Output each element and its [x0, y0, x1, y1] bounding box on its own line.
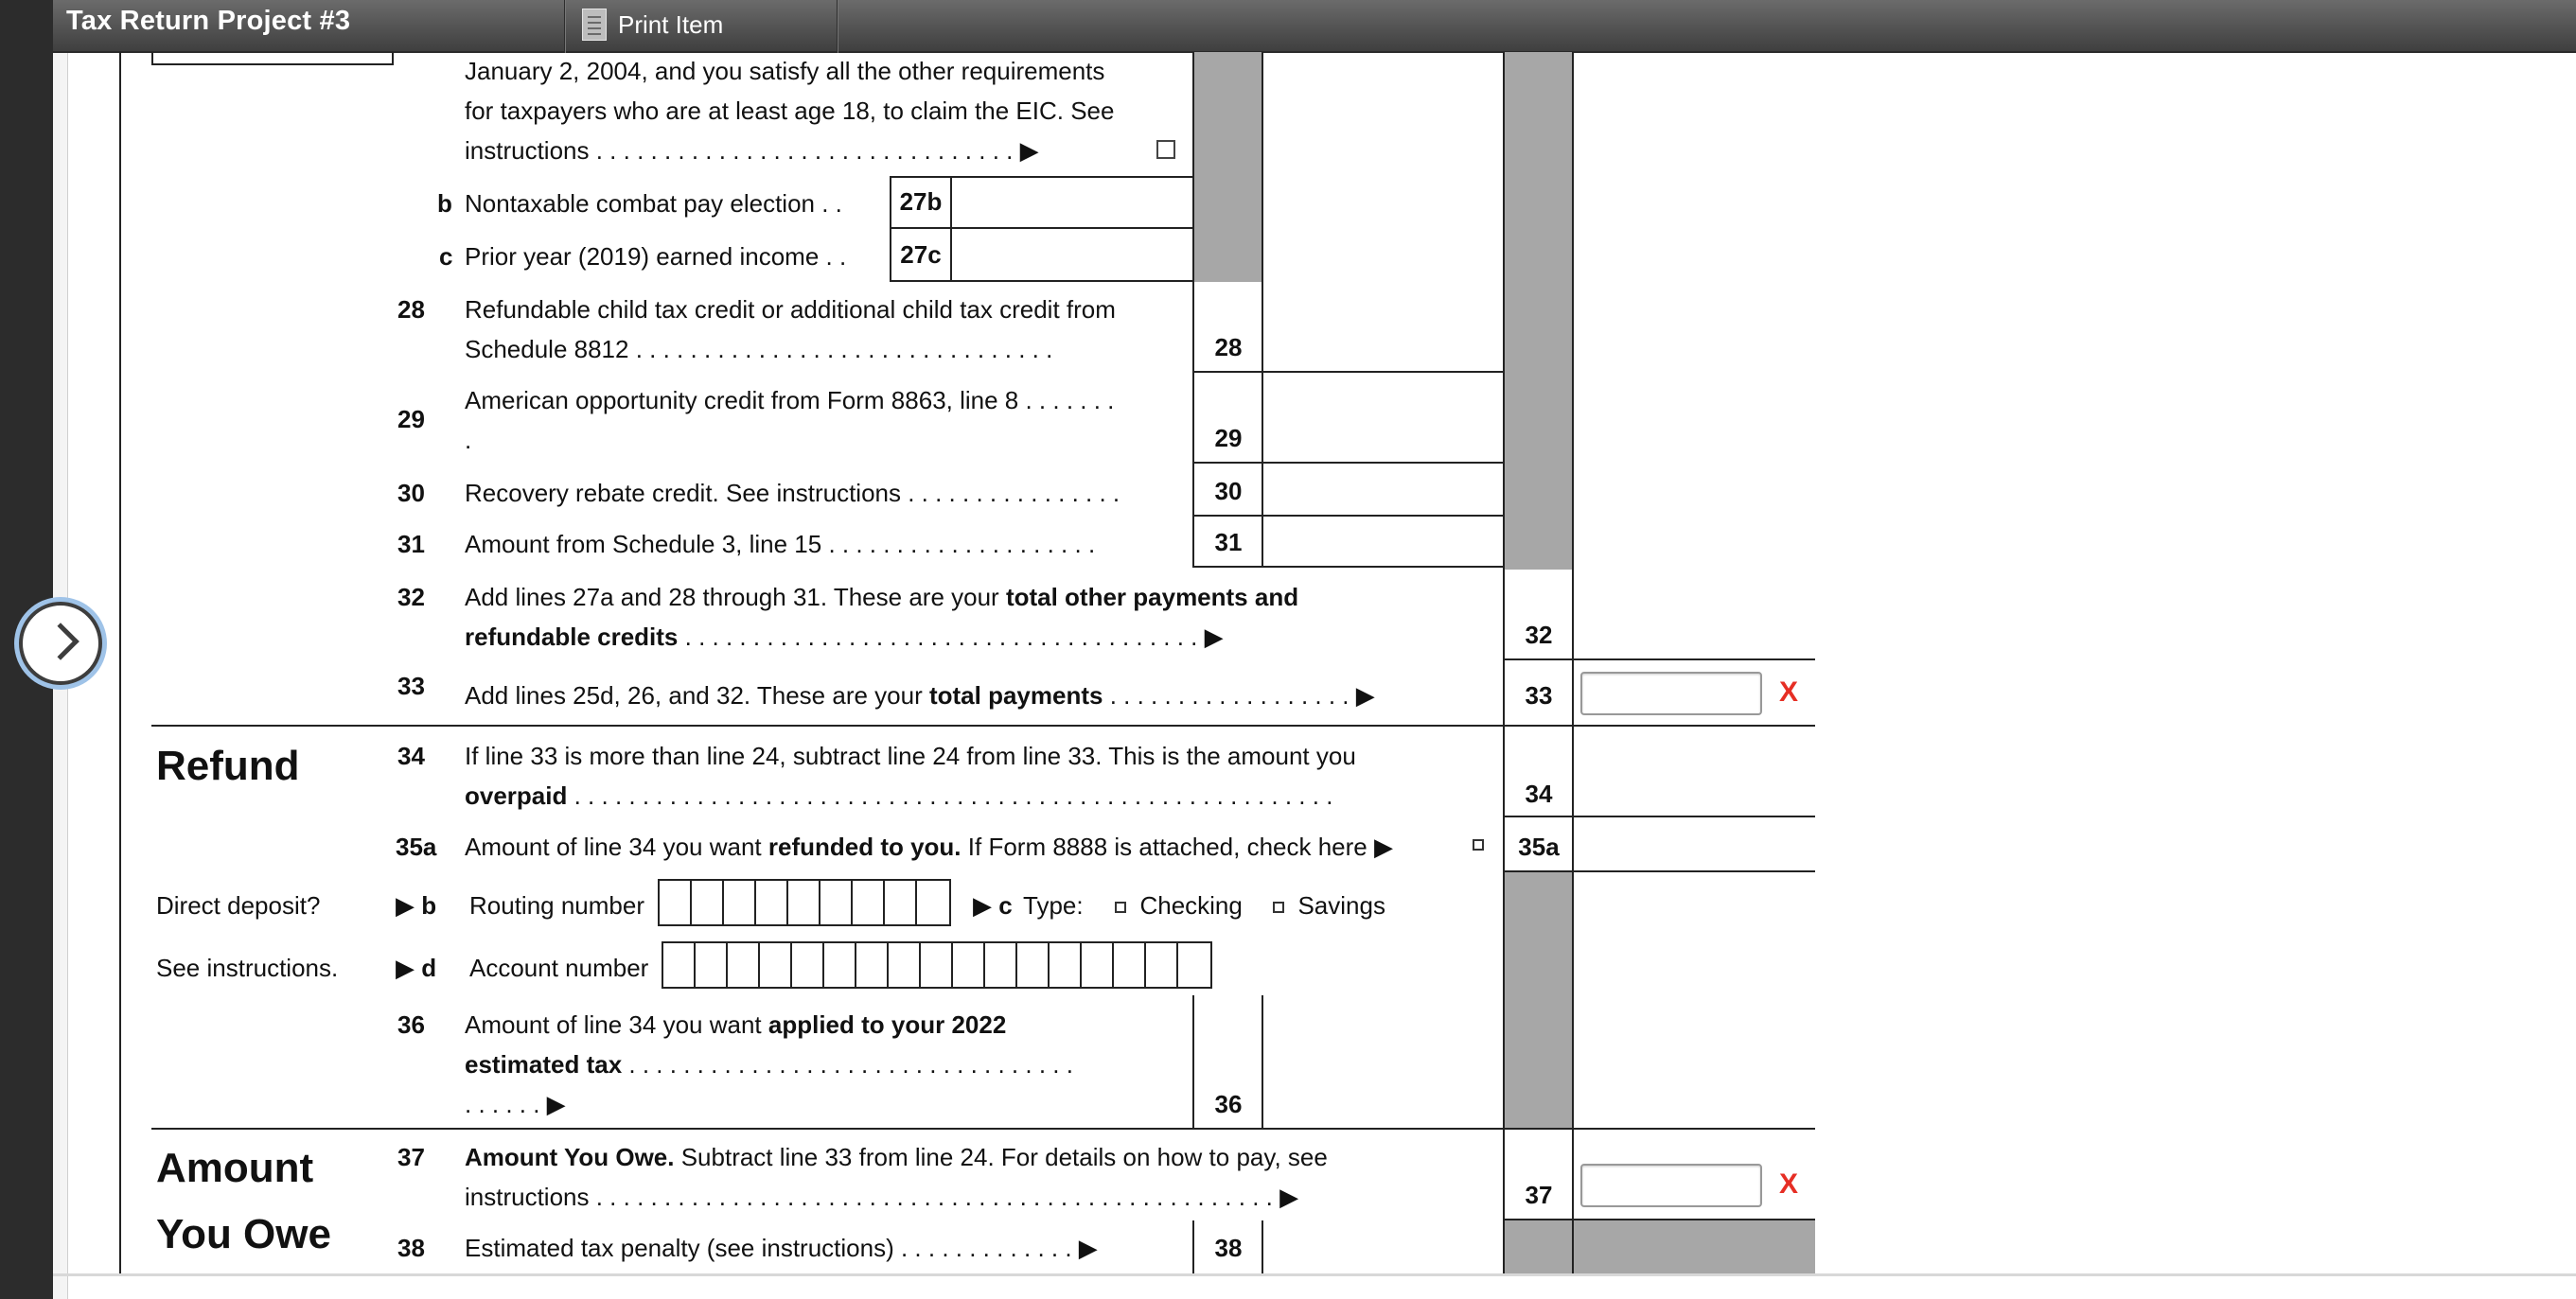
chevron-right-icon — [42, 623, 79, 660]
line-38-input[interactable] — [1264, 1222, 1501, 1272]
line-27a-checkbox[interactable] — [1156, 140, 1175, 159]
amount-you-owe-heading: You Owe — [156, 1211, 331, 1257]
line-35a-input[interactable] — [1575, 819, 1811, 869]
line-32-label: 32 — [1525, 621, 1553, 649]
line-27c-text: Prior year (2019) earned income . . — [465, 242, 847, 271]
line-35a-text: Amount of line 34 you want refunded to you. If Form 8888 is attached, check here ▶ — [465, 833, 1393, 861]
column-line — [1262, 52, 1263, 568]
line-34-number: 34 — [397, 742, 425, 770]
line-29-number: 29 — [397, 405, 425, 433]
column-line — [950, 176, 952, 282]
line-37-text: instructions . . . . . . . . . . . . . . . . . . . . . . . . . . . . . . . . . . . . . . . . . . . . . . . . . . ▶ — [465, 1183, 1299, 1211]
line-32-input[interactable] — [1575, 571, 1811, 657]
column-line — [1192, 1220, 1194, 1273]
line-27b-letter: b — [437, 189, 452, 218]
line-31-text: Amount from Schedule 3, line 15 . . . . . . . . . . . . . . . . . . . . — [465, 530, 1096, 558]
print-item-button[interactable] — [573, 4, 732, 45]
line-37-number: 37 — [397, 1143, 425, 1171]
line-27b-input[interactable] — [954, 180, 1191, 225]
app-title: Tax Return Project #3 — [66, 6, 351, 36]
column-line — [1503, 52, 1505, 1273]
line-36-text: . . . . . . ▶ — [465, 1090, 566, 1118]
routing-number-label: Routing number — [469, 891, 644, 920]
line-30-number: 30 — [397, 479, 425, 507]
account-number-label: Account number — [469, 954, 649, 982]
line-34-text: If line 33 is more than line 24, subtract line 24 from line 33. This is the amount you — [465, 742, 1356, 770]
line-29-text: American opportunity credit from Form 8863, line 8 . . . . . . . — [465, 386, 1115, 414]
line-27b-text: Nontaxable combat pay election . . — [465, 189, 842, 218]
line-33-input[interactable] — [1580, 672, 1762, 715]
expand-panel-button[interactable] — [19, 602, 102, 685]
line-33-label: 33 — [1525, 681, 1553, 710]
line-27a-text: instructions . . . . . . . . . . . . . . . . . . . . . . . . . . . . . . . ▶ — [465, 136, 1039, 165]
row-line — [1503, 816, 1815, 817]
print-item-label: Print Item — [618, 9, 724, 39]
error-x-icon: X — [1779, 676, 1799, 708]
line-27c-input[interactable] — [954, 231, 1191, 278]
line-34-label: 34 — [1525, 780, 1553, 808]
line-32-number: 32 — [397, 583, 425, 611]
line-37-input[interactable] — [1580, 1164, 1762, 1207]
column-line — [1262, 995, 1263, 1130]
line-32-text: Add lines 27a and 28 through 31. These are your total other payments and — [465, 583, 1299, 611]
account-marker: ▶ d — [396, 954, 437, 982]
line-32-text: refundable credits . . . . . . . . . . . . . . . . . . . . . . . . . . . . . . . . . . . . . . ▶ — [465, 623, 1224, 651]
direct-deposit-label: Direct deposit? — [156, 891, 321, 920]
line-36-text: Amount of line 34 you want applied to your 2022 — [465, 1010, 1007, 1039]
row-line — [1503, 870, 1815, 872]
line-33-number: 33 — [397, 672, 425, 700]
row-line — [890, 227, 1194, 229]
line-36-number: 36 — [397, 1010, 425, 1039]
bottom-edge — [53, 1273, 2576, 1276]
column-line — [1572, 52, 1574, 1273]
account-type-label: Type: — [1023, 891, 1084, 920]
shaded-cell — [1194, 52, 1262, 282]
line-31-input[interactable] — [1264, 518, 1501, 564]
line-28-text: Schedule 8812 . . . . . . . . . . . . . . . . . . . . . . . . . . . . . . . — [465, 335, 1053, 363]
routing-number-input[interactable] — [658, 879, 951, 926]
line-29-input[interactable] — [1264, 375, 1501, 460]
amount-you-owe-heading: Amount — [156, 1145, 314, 1191]
line-28-label: 28 — [1214, 333, 1243, 361]
line-31-label: 31 — [1214, 528, 1243, 556]
account-number-input[interactable] — [662, 941, 1212, 989]
line-31-number: 31 — [397, 530, 425, 558]
form-8888-checkbox[interactable] — [1473, 836, 1484, 853]
top-toolbar — [53, 0, 2576, 53]
line-27a-text: January 2, 2004, and you satisfy all the other requirements — [465, 57, 1105, 85]
toolbar-divider — [837, 0, 838, 53]
error-x-icon: X — [1779, 1168, 1799, 1200]
line-37-label: 37 — [1525, 1181, 1553, 1209]
line-29-label: 29 — [1214, 424, 1243, 452]
line-34-text: overpaid . . . . . . . . . . . . . . . . . . . . . . . . . . . . . . . . . . . . . . . . . . . . . . . . . . . . . . . . — [465, 781, 1333, 810]
line-38-text: Estimated tax penalty (see instructions) . . . . . . . . . . . . . ▶ — [465, 1234, 1098, 1262]
line-36-input[interactable] — [1264, 997, 1501, 1126]
row-line — [1192, 462, 1505, 464]
line-36-label: 36 — [1214, 1090, 1243, 1118]
form-left-border — [119, 52, 121, 1273]
line-28-number: 28 — [397, 295, 425, 324]
shaded-cell — [1505, 872, 1573, 1130]
line-28-input[interactable] — [1264, 284, 1501, 369]
account-type-marker: ▶ c — [973, 891, 1013, 920]
line-30-text: Recovery rebate credit. See instructions . . . . . . . . . . . . . . . . — [465, 479, 1120, 507]
row-line — [1503, 1219, 1815, 1220]
routing-marker: ▶ b — [396, 891, 437, 920]
line-38-number: 38 — [397, 1234, 425, 1262]
toolbar-divider — [564, 0, 566, 53]
shaded-cell — [1505, 52, 1573, 570]
column-line — [1192, 52, 1194, 568]
row-line — [1192, 371, 1505, 373]
line-35a-number: 35a — [396, 833, 437, 861]
line-37-text: Amount You Owe. Subtract line 33 from line 24. For details on how to pay, see — [465, 1143, 1328, 1171]
line-30-input[interactable] — [1264, 465, 1501, 513]
column-line — [1262, 1220, 1263, 1273]
savings-option[interactable]: Savings — [1273, 891, 1385, 921]
row-line — [1192, 566, 1505, 568]
line-30-label: 30 — [1214, 477, 1243, 505]
line-35a-label: 35a — [1518, 833, 1560, 861]
shaded-cell — [1505, 1220, 1815, 1273]
line-27b-label: 27b — [899, 187, 943, 216]
row-line — [1192, 515, 1505, 517]
refund-heading: Refund — [156, 743, 300, 789]
savings-checkbox[interactable] — [1273, 902, 1284, 913]
previous-field-box — [151, 52, 394, 65]
see-instructions-label: See instructions. — [156, 954, 339, 982]
line-27c-letter: c — [439, 242, 453, 271]
row-line — [1503, 658, 1815, 660]
section-line — [151, 725, 1815, 727]
line-29-text: . — [465, 426, 472, 454]
line-28-text: Refundable child tax credit or additional child tax credit from — [465, 295, 1116, 324]
column-line — [1192, 995, 1194, 1130]
line-33-text: Add lines 25d, 26, and 32. These are your total payments . . . . . . . . . . . . . . . . . . ▶ — [465, 681, 1375, 710]
checking-option[interactable]: Checking — [1115, 891, 1243, 921]
section-line — [151, 1128, 1815, 1130]
line-34-input[interactable] — [1575, 728, 1811, 814]
line-27a-text: for taxpayers who are at least age 18, to claim the EIC. See — [465, 97, 1115, 125]
line-36-text: estimated tax . . . . . . . . . . . . . . . . . . . . . . . . . . . . . . . . . — [465, 1050, 1073, 1079]
checking-checkbox[interactable] — [1115, 902, 1126, 913]
line-38-label: 38 — [1214, 1234, 1243, 1262]
document-icon — [582, 9, 607, 41]
line-27c-label: 27c — [900, 240, 942, 269]
